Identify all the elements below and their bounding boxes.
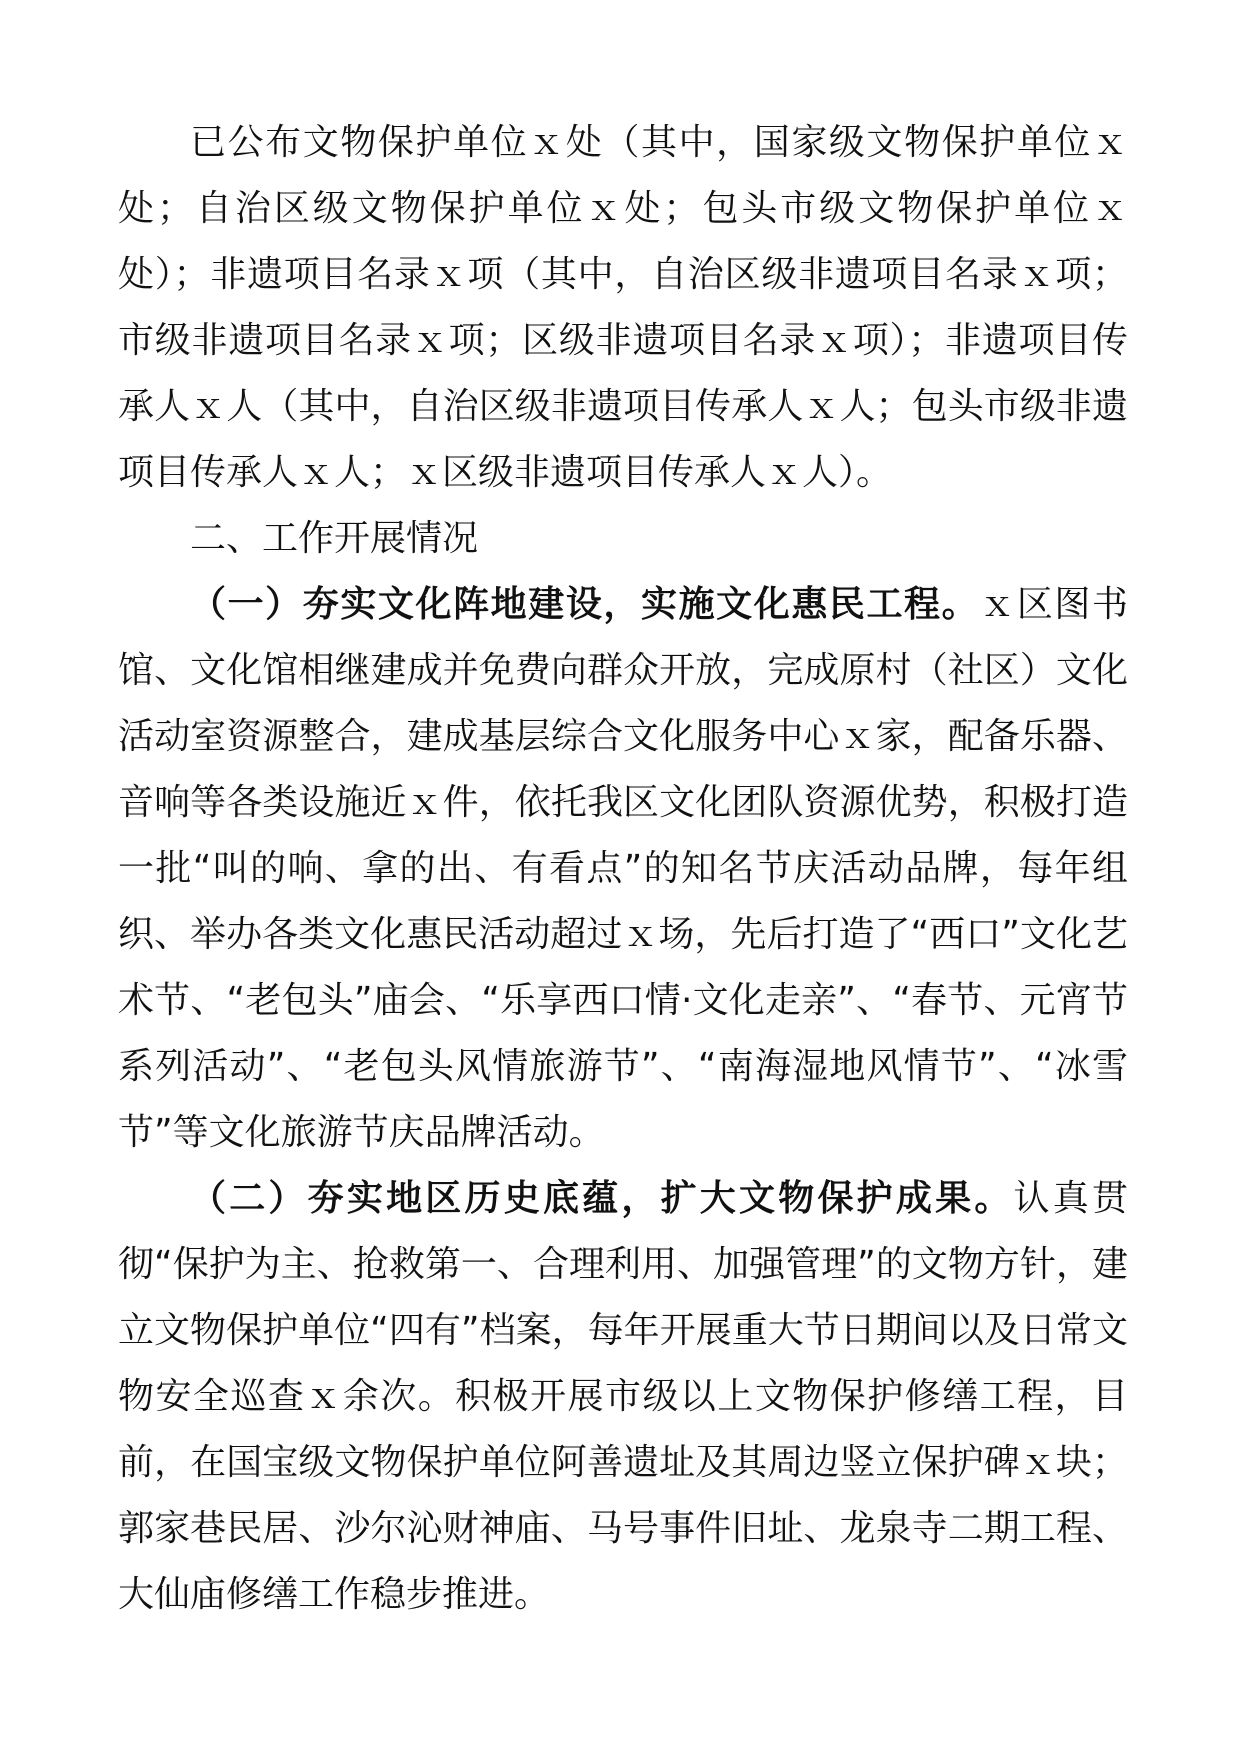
subsection-1-body: ｘ区图书馆、文化馆相继建成并免费向群众开放，完成原村（社区）文化活动室资源整合，建成基层综合文化服务中心ｘ家，配备乐器、音响等各类设施近ｘ件，依托我区文化团队资源优势，积极打造一批“叫的响、拿的出、有看点”的知名节庆活动品牌，每年组织、举办各类文化惠民活动超过ｘ场，先后打造了“西口”文化艺术节、“老包头”庙会、“乐享西口情·文化走亲”、“春节、元宵节系列活动”、“老包头风情旅游节”、“南海湿地风情节”、“冰雪节”等文化旅游节庆品牌活动。 <box>118 584 1128 1153</box>
paragraph-statistics: 已公布文物保护单位ｘ处（其中，国家级文物保护单位ｘ处；自治区级文物保护单位ｘ处；包头市级文物保护单位ｘ处）；非遗项目名录ｘ项（其中，自治区级非遗项目名录ｘ项；市级非遗项目名录ｘ项；区级非遗项目名录ｘ项）；非遗项目传承人ｘ人（其中，自治区级非遗项目传承人ｘ人；包头市级非遗项目传承人ｘ人；ｘ区级非遗项目传承人ｘ人）。 <box>118 122 1128 493</box>
subsection-1-heading: （一）夯实文化阵地建设，实施文化惠民工程。 <box>190 584 980 625</box>
subsection-2 <box>118 1166 1128 1628</box>
subsection-1 <box>118 572 1128 1166</box>
subsection-2-heading: （二）夯实地区历史底蕴，扩大文物保护成果。 <box>190 1178 1014 1219</box>
subsection-2-body: 认真贯彻“保护为主、抢救第一、合理利用、加强管理”的文物方针，建立文物保护单位“四有”档案，每年开展重大节日期间以及日常文物安全巡查ｘ余次。积极开展市级以上文物保护修缮工程，目前，在国宝级文物保护单位阿善遗址及其周边竖立保护碑ｘ块；郭家巷民居、沙尔沁财神庙、马号事件旧址、龙泉寺二期工程、大仙庙修缮工作稳步推进。 <box>118 1178 1128 1615</box>
section-heading: 二、工作开展情况 <box>190 518 479 559</box>
document-page <box>118 110 1128 1628</box>
